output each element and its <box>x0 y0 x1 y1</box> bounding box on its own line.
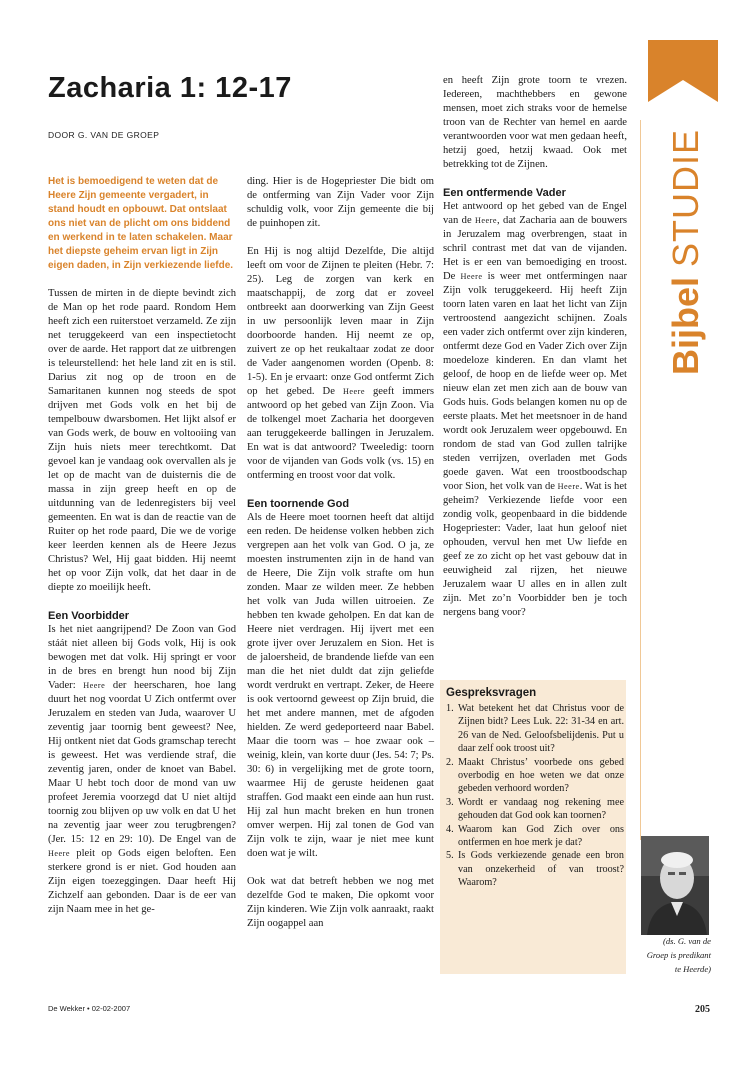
body-paragraph: Ook wat dat betreft hebben we nog met dezelfde God te maken, Die opkomt voor Zijn kinderen. Wie Zijn volk aanraakt, raakt Zijn oogappel aan <box>247 876 434 929</box>
page-number: 205 <box>695 1004 710 1015</box>
question-item: 4. Waarom kan God Zich over ons ontfermen en hoe merk je dat? <box>446 823 624 849</box>
side-rule <box>640 120 641 840</box>
column-3 <box>443 74 627 634</box>
body-paragraph: Als de Heere moet toornen heeft dat altijd een reden. De heidense volken hebben zich vergrepen aan het volk van God. O ja, ze moesten instrumenten zijn in de hand van de Heere, Die Zijn volk strafte om hun zonden. Maar ze wilden meer. Ze hebben het volk van Juda willen uitroeien. Ze hebben ten kwade geholpen. En dat kan de Heere niet verdragen. Hij ijvert met een grote ijver over Jeruzalem en Sion. Het is de jaloersheid, de brandende liefde van een man die het niet duldt dat zijn geliefde wordt verdrukt en vertrapt. Zeker, de Heere is ook vertoornd geweest op Zijn bruid, die het met andere mannen, met de afgoden hielden. Ze werd gedeporteerd naar Babel. Maar die toorn was – hoe zwaar ook – weinig, klein, van korte duur (Jes. 54: 7; Ps. 30: 6) in vergelijking met de grote toorn, waarmee Hij de geruste heidenen gaat straffen. God maakt een einde aan hun rust. Hij zal hun macht breken en hun tronen omver werpen. Hij zal tonen de God van Zijn volk te zijn, waar je niet mee kunt doen wat je wilt. <box>247 512 434 859</box>
question-item: 5. Is Gods verkiezende genade een bron van onzekerheid of van troost? Waarom? <box>446 850 624 889</box>
discussion-questions-box <box>440 680 626 974</box>
body-paragraph: Tussen de mirten in de diepte bevindt zich de Man op het rode paard. Rondom Hem heeft zich een ruiterstoet verzameld. Ze zijn net teruggekeerd van een inspectietocht over de aarde. Het rapport dat ze uitbrengen is teleurstellend: het hele land zit en is stil. Darius zit nog op de troon en de Samaritanen kunnen nog steeds de spot drijven met Gods volk en het bij de tempelbouw dwarsbomen. Het lijkt alsof er van Gods werk, de bouw en voltooiing van Zijn huis niets meer terechtkomt. Dat gevoel kan je vandaag ook overvallen als je let op de macht van de duisternis die de massa in zijn greep heeft en op de uitdunning van de ledenregisters bij veel gemeenten. En wat is dan de reactie van de Ruiter op het rode paard, Die we de vorige keer leerden kennen als de Heere Jezus Christus? Wel, Hij gaat bidden. Hij neemt het op voor Zijn volk, dat het daar in de diepte zo moeilijk heeft. <box>48 288 236 593</box>
column-2 <box>247 175 434 945</box>
body-paragraph: Is het niet aangrijpend? De Zoon van God stáát niet alleen bij Gods volk, Hij is ook bewogen met dat volk. Hij springt er voor in de bres en brengt hun nood bij Zijn Vader: Heere der heerscharen, hoe lang duurt het nog voordat U Zich ontfermt over Jeruzalem en steden van Juda, waarover U zeventig jaar toornig bent geweest? Nee, Hij ontkent niet dat Gods gramschap terecht is geweest. Het was verdiende straf, die zeventig jaren, onder de knoet van Babel. Maar U hebt toch door de mond van uw profeet Jeremia voorzegd dat U niet altijd toornig zou blijven op uw volk en dat U het na zeventig jaar weer zou terugbrengen? (Jer. 15: 12 en 29: 10). De Engel van de Heere pleit op Gods eigen beloften. Een sterkere grond is er niet. God houden aan Zijn eigen toezeggingen. Daar heeft Hij Zichzelf aan gebonden. Daar is de eer van zijn Naam mee in het ge- <box>48 624 236 915</box>
section-label-bold: Bijbel <box>665 276 706 375</box>
questions-title: Gespreksvragen <box>446 687 537 699</box>
bookmark-chevron-icon <box>648 40 718 110</box>
subheading-ontfermende-vader: Een ontfermende Vader <box>443 187 566 199</box>
question-item: 1. Wat betekent het dat Christus voor de Zijnen bidt? Lees Luk. 22: 31-34 en art. 26 van de Ned. Geloofsbelijdenis. Put u daar zelf ook troost uit? <box>446 703 624 755</box>
author-photo <box>641 836 709 935</box>
question-item: 3. Wordt er vandaag nog rekening mee gehouden dat God ook kan toornen? <box>446 796 624 822</box>
subheading-toornende-god: Een toornende God <box>247 498 350 510</box>
body-paragraph: ding. Hier is de Hogepriester Die bidt om de ontferming van Zijn Vader voor Zijn schuldig volk, voor Zijn gemeente die bij de puinhopen zit. <box>247 176 434 229</box>
photo-caption: (ds. G. van de Groep is predikant te Heerde) <box>646 936 711 974</box>
body-paragraph: En Hij is nog altijd Dezelfde, Die altijd leeft om voor de Zijnen te pleiten (Hebr. 7: 25). Leg de zorgen van kerk en maatschappij, de zorg dat er zoveel ontbreekt aan doorwerking van Zijn Geest in uw persoonlijk leven maar in Zijn doorboorde handen. Hij neemt ze op, zuivert ze op het reukaltaar zodat ze door de Vader aangenomen worden (Openb. 8: 1-5). En je ervaart: onze God ontfermt Zich op het gebed. De Heere geeft immers antwoord op het gebed van Zijn Zoon. Via de tolkengel moet Zacharia het doorgeven aan teruggekeerde ballingen in Jeruzalem. En wat is dat antwoord? Tweeledig: toorn voor de vijanden van Gods volk (vs. 15) en ontferming en troost voor dat volk. <box>247 246 434 481</box>
section-label-light: STUDIE <box>665 128 706 267</box>
questions-list <box>446 702 624 890</box>
footer-publication: De Wekker • 02-02-2007 <box>48 1004 131 1013</box>
body-paragraph: en heeft Zijn grote toorn te vrezen. Iedereen, machthebbers en gewone mensen, moet zich straks voor de hemelse troon van de Rechter van hemel en aarde verantwoorden voor wat men gedaan heeft, hetzij goed, hetzij kwaad. Ook met betrekking tot de Zijnen. <box>443 75 627 170</box>
question-item: 2. Maakt Christus’ voorbede ons gebed overbodig en hoe weten we dat onze gebeden verhoord worden? <box>446 756 624 795</box>
subheading-voorbidder: Een Voorbidder <box>48 610 130 622</box>
lead-paragraph: Het is bemoedigend te weten dat de Heere Zijn gemeente vergadert, in stand houdt en opbouwt. Dat ontslaat ons niet van de plicht om ons biddend en werkend in te laten schakelen. Maar het diepste geheim ervan ligt in Zijn eigen daden, in Zijn verkiezende liefde. <box>48 176 234 271</box>
body-paragraph: Het antwoord op het gebed van de Engel van de Heere, dat Zacharia aan de bouwers in Jeruzalem mag overbrengen, staat in schril contrast met dat van de vijanden. Het is er een van bemoediging en troost. De Heere is weer met ontfermingen naar Zijn volk teruggekeerd. Hij heeft Zijn toorn laten varen en laat het licht van Zijn vertroostend aangezicht schijnen. Zoals een vader zich ontfermt over zijn kinderen, ontfermt deze God en Vader Zich over Zijn moedeloze kinderen. En dan vlamt het geloof, de hoop en de liefde weer op. Met nieuw elan zet men zich aan de bouw van Gods huis. Gods belangen komen nu op de eerste plaats. Met het meetsnoer in de hand wordt ook Jeruzalem weer opgebouwd. En rondom de stad van God zullen talrijke steden verrijzen, overladen met Gods goede gaven. Wat een troostboodschap voor Sion, het volk van de Heere. Wat is het geheim? Verkiezende liefde voor een zondig volk, geopenbaard in die biddende Hogepriester: Vader, laat hun geloof niet ophouden, vervul hen met Uw liefde en geef ze zo zicht op het vast gebouw dat in eeuwigheid zal rijzen, het nieuwe Jeruzalem waar U alles en in allen zult zijn. Met zo’n Voorbidder ben je toch nergens bang voor? <box>443 201 627 618</box>
article-title: Zacharia 1: 12-17 <box>48 72 292 104</box>
column-1 <box>48 175 236 931</box>
byline: DOOR G. VAN DE GROEP <box>48 130 160 140</box>
